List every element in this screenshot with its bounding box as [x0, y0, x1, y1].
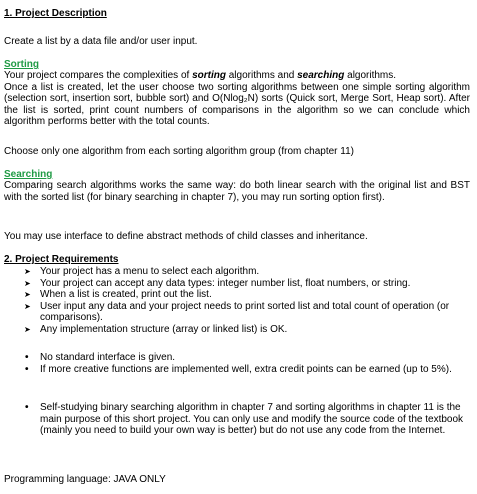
arrow-bullet-icon: ➤ [24, 267, 31, 276]
section-2-heading: 2. Project Requirements [4, 254, 119, 265]
list-item: • If more creative functions are implemented well, extra credit points can be earned (up to 5%). [25, 363, 452, 375]
searching-title: Searching [4, 169, 53, 180]
list-item: ➤ Your project has a menu to select each algorithm. [24, 266, 260, 277]
bullet-dot-icon: • [25, 352, 29, 363]
language-note: Programming language: JAVA ONLY [4, 474, 166, 485]
sorting-line-1: Your project compares the complexities of sorting algorithms and searching algorithms. [4, 70, 397, 81]
list-item: • Self-studying binary searching algorithm in chapter 7 and sorting algorithms in chapter 11 is the main purpose of this short project. You can only use and modify the source code of the textbook (mainly you need to build your own way is better) but do not use any code from the Internet. [25, 402, 464, 437]
bullet-dot-icon: • [25, 363, 29, 375]
sorting-paragraph [4, 70, 470, 128]
sorting-title: Sorting [4, 59, 39, 70]
notes-bullet-list-a [24, 352, 466, 375]
list-item: ➤ When a list is created, print out the list. [24, 289, 212, 301]
arrow-bullet-icon: ➤ [24, 301, 31, 311]
list-item: ➤ Your project can accept any data types: integer number list, float numbers, or string. [24, 277, 411, 289]
list-item: • No standard interface is given. [25, 352, 176, 363]
section-1-heading: 1. Project Description [4, 8, 107, 19]
bullet-dot-icon: • [25, 402, 29, 413]
arrow-bullet-icon: ➤ [24, 278, 31, 288]
list-item: ➤ Any implementation structure (array or linked list) is OK. [24, 323, 288, 335]
interface-note: You may use interface to define abstract methods of child classes and inheritance. [4, 231, 368, 242]
sorting-line-2: Once a list is created, let the user choose two sorting algorithms between one simple sorting algorithm (selection sort, insertion sort, bubble sort) and O(Nlog₂N) sorts (Quick sort, Merge Sort, Heap sort). After the list is sorted, print count numbers of comparisons in the algorithm so we can conclude which algorithm performs better with the total counts. [4, 81, 470, 128]
arrow-bullet-icon: ➤ [24, 324, 31, 334]
arrow-bullet-icon: ➤ [24, 290, 31, 300]
list-item: ➤ User input any data and your project needs to print sorted list and total count of operation (or comparisons). [24, 300, 450, 324]
intro-text: Create a list by a data file and/or user input. [4, 36, 198, 47]
choose-text: Choose only one algorithm from each sorting algorithm group (from chapter 11) [4, 146, 354, 157]
searching-paragraph: Comparing search algorithms works the same way: do both linear search with the original list and BST with the sorted list (for binary searching in chapter 7), you may run sorting option first). [4, 180, 470, 203]
notes-bullet-list-b [24, 402, 466, 437]
requirements-arrow-list [24, 266, 466, 336]
